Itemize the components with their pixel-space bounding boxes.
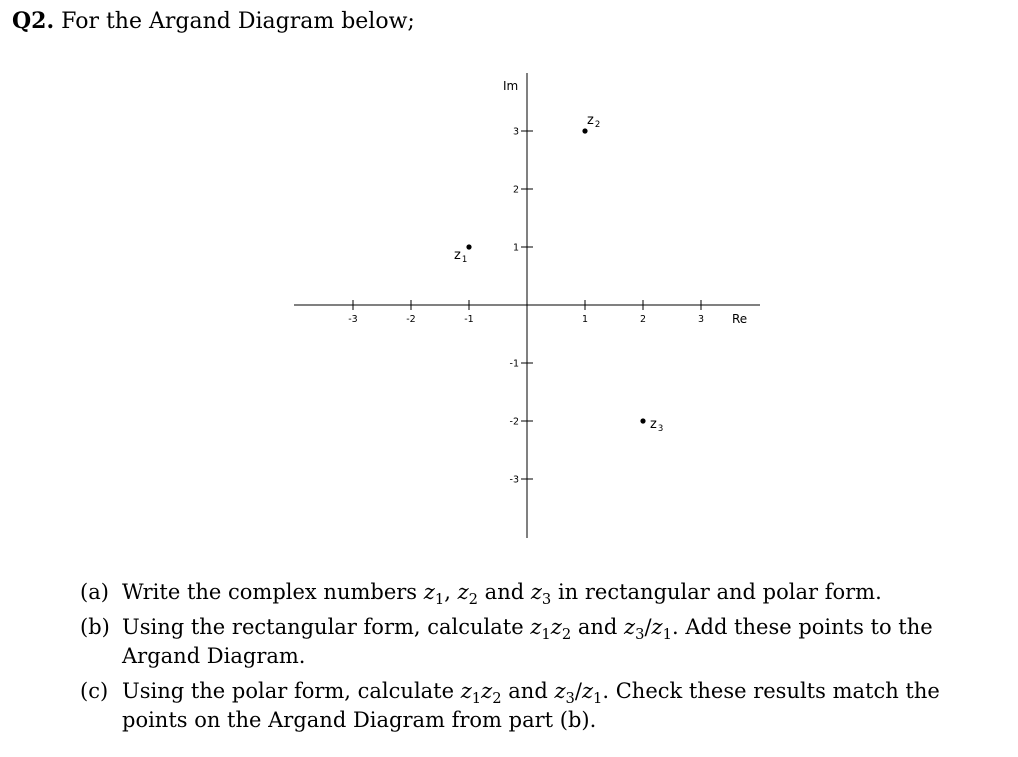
part-text-segment: and [501,679,555,703]
imaginary-axis-tick-label: 3 [512,126,519,138]
question-part-label: (b) [80,615,110,639]
math-subscript: 2 [492,690,502,708]
question-part-text [122,613,995,671]
question-part-label: (a) [80,580,109,604]
point-z2-label: $z_2$ [587,113,601,130]
point-z1-marker [466,244,471,249]
part-text-segment: / [644,615,652,639]
math-variable: $z_2$ [481,679,502,708]
math-subscript: 1 [593,690,603,708]
math-variable: $z_2$ [550,615,572,644]
math-subscript: 1 [471,690,482,708]
part-text-segment: and [571,615,625,639]
part-text-segment: Write the complex numbers [122,580,424,604]
part-text-segment: Using the polar form, calculate [122,679,461,703]
math-subscript: 3 [635,626,645,644]
part-text-segment: Using the rectangular form, calculate [122,615,531,639]
question-part-text [122,578,995,607]
part-text-segment: . Add these points to the Argand Diagram. [122,615,933,668]
question-part [80,578,995,607]
part-text-segment: . Check these results match the points on the Argand Diagram from part (b). [122,679,940,732]
math-variable: $z_2$ [457,580,478,609]
math-subscript: 3 [565,690,575,708]
math-variable: $z_1$ [460,679,482,708]
point-z3-label: $z_3$ [650,417,664,434]
question-parts [80,578,995,741]
part-text-segment: and [478,580,531,604]
part-text-segment: in rectangular and polar form. [551,580,882,604]
math-subscript: 1 [434,591,445,609]
question-part-label: (c) [80,679,109,703]
question-part [80,613,995,671]
part-text-segment: , [444,580,458,604]
imaginary-axis-tick-label: -3 [509,474,519,486]
point-z2-marker [582,128,587,133]
math-subscript: 3 [541,591,552,609]
math-subscript: 2 [468,591,478,609]
math-variable: $z_1$ [651,615,672,644]
imaginary-axis-tick-label: 1 [512,242,519,254]
point-z2-subscript: 2 [594,120,601,130]
real-axis-tick-label: 2 [639,314,647,325]
real-axis-tick-label: -1 [464,314,474,325]
question-part-text [122,677,995,735]
imaginary-axis-tick-label: -1 [509,358,519,370]
imaginary-axis-tick-label: -2 [509,416,519,428]
math-variable: $z_1$ [423,580,445,609]
math-variable: $z_3$ [554,679,575,708]
imaginary-axis-label: Im [503,79,519,93]
imaginary-axis-tick-label: 2 [512,184,519,196]
point-z1-subscript: 1 [461,255,468,265]
math-variable: $z_3$ [530,580,552,609]
math-variable: $z_3$ [624,615,645,644]
part-text-segment: / [574,679,582,703]
question-intro: For the Argand Diagram below; [61,9,415,34]
point-z3-subscript: 3 [657,424,664,434]
real-axis-tick-label: 3 [697,314,705,325]
math-subscript: 1 [541,626,551,644]
real-axis-label: Re [732,312,748,326]
question-number: Q2. [12,8,55,34]
real-axis-tick-label: 1 [581,314,589,325]
math-subscript: 1 [662,626,672,644]
point-z3-marker [640,418,645,423]
real-axis-tick-label: -3 [348,314,358,325]
real-axis-tick-label: -2 [406,314,416,325]
question-part [80,677,995,735]
math-subscript: 2 [561,626,572,644]
point-z1-label: $z_1$ [454,248,468,265]
math-variable: $z_1$ [530,615,551,644]
math-variable: $z_1$ [581,679,603,708]
